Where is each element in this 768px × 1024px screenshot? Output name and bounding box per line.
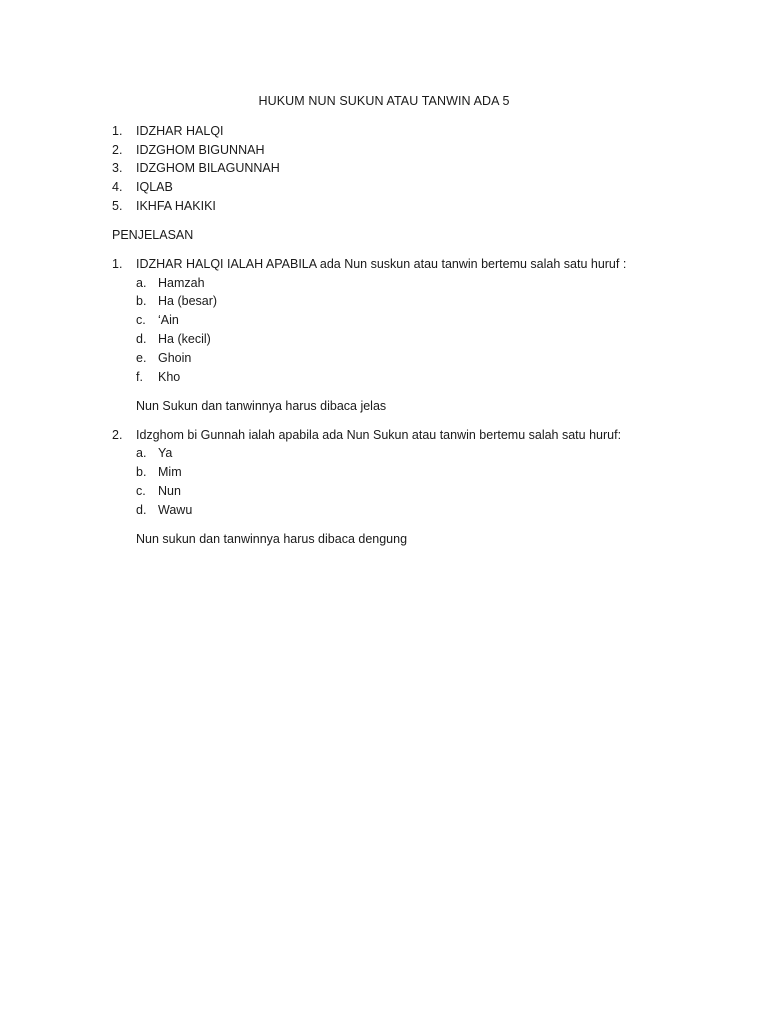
sub-item-label: ‘Ain (158, 313, 179, 327)
sub-item-letter: b. (136, 465, 147, 479)
hukum-list-item: IKHFA HAKIKI (136, 199, 216, 213)
sub-item-letter: d. (136, 503, 147, 517)
sub-item-letter: c. (136, 484, 146, 498)
sub-item-label: Wawu (158, 503, 193, 517)
hukum-list-item: IQLAB (136, 180, 173, 194)
document-title: HUKUM NUN SUKUN ATAU TANWIN ADA 5 (258, 94, 510, 108)
section-heading: PENJELASAN (112, 228, 194, 242)
sub-item-letter: b. (136, 294, 147, 308)
sub-item-label: Ghoin (158, 351, 192, 365)
hukum-list-number: 4. (112, 180, 123, 194)
sub-item-letter: e. (136, 351, 147, 365)
hukum-list-item: IDZGHOM BIGUNNAH (136, 143, 265, 157)
sub-item-label: Ha (besar) (158, 294, 218, 308)
explanation-text: Idzghom bi Gunnah ialah apabila ada Nun Sukun atau tanwin bertemu salah satu huruf: (136, 428, 622, 442)
sub-item-letter: a. (136, 446, 147, 460)
sub-item-label: Kho (158, 370, 181, 384)
sub-item-label: Ha (kecil) (158, 332, 211, 346)
hukum-list-item: IDZHAR HALQI (136, 124, 224, 138)
explanation-number: 2. (112, 428, 123, 442)
explanation-number: 1. (112, 257, 123, 271)
sub-item-label: Mim (158, 465, 182, 479)
sub-item-label: Hamzah (158, 276, 205, 290)
sub-item-letter: d. (136, 332, 147, 346)
hukum-list-item: IDZGHOM BILAGUNNAH (136, 161, 280, 175)
hukum-list-number: 2. (112, 143, 123, 157)
sub-item-label: Nun (158, 484, 181, 498)
hukum-list-number: 1. (112, 124, 123, 138)
explanation-note: Nun Sukun dan tanwinnya harus dibaca jelas (136, 399, 387, 413)
explanation-text: IDZHAR HALQI IALAH APABILA ada Nun suskun atau tanwin bertemu salah satu huruf : (136, 257, 627, 271)
sub-item-letter: a. (136, 276, 147, 290)
sub-item-label: Ya (158, 446, 173, 460)
explanation-note: Nun sukun dan tanwinnya harus dibaca dengung (136, 532, 408, 546)
hukum-list-number: 3. (112, 161, 123, 175)
sub-item-letter: c. (136, 313, 146, 327)
sub-item-letter: f. (136, 370, 143, 384)
hukum-list-number: 5. (112, 199, 123, 213)
